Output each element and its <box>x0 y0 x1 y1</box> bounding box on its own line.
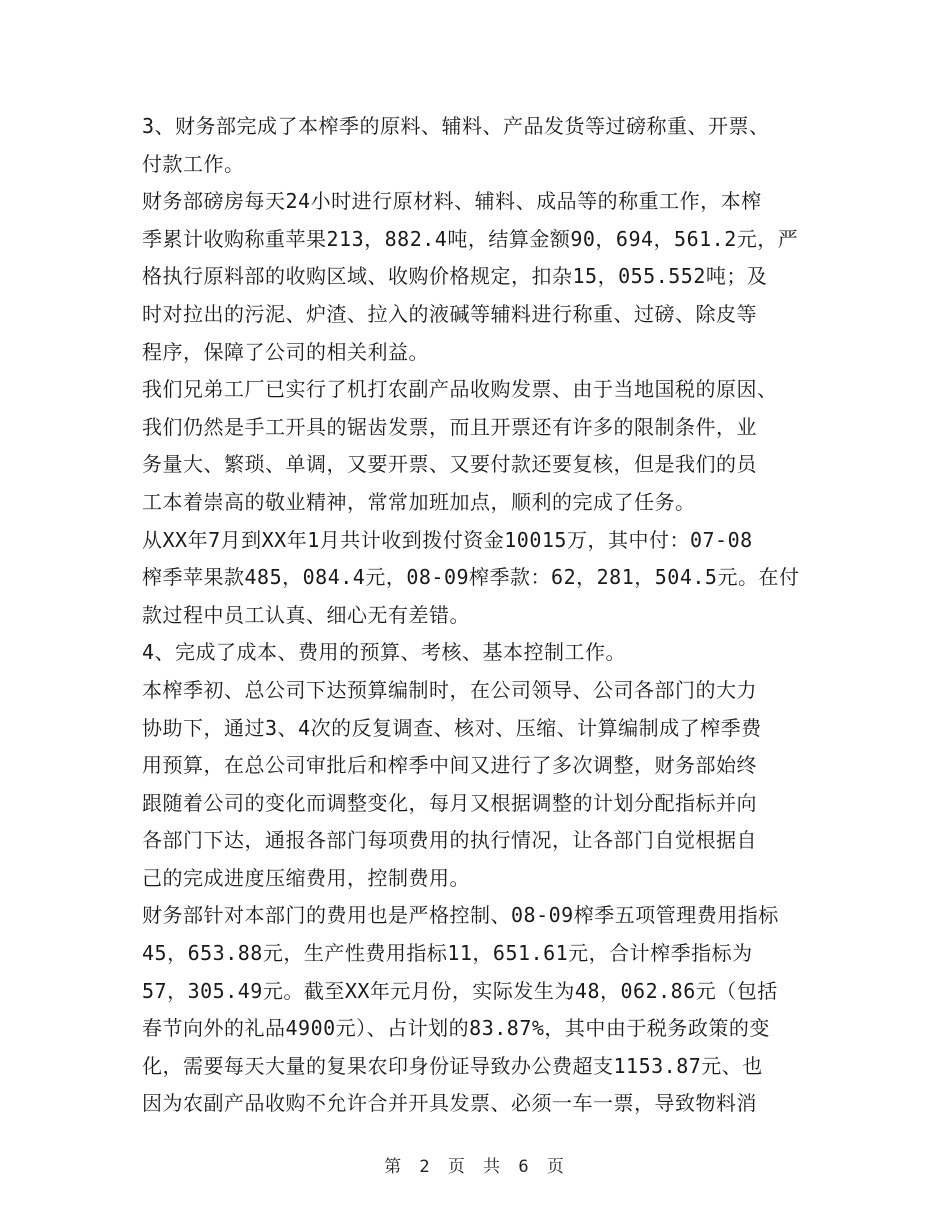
text-line: 用预算，在总公司审批后和榨季中间又进行了多次调整，财务部始终 <box>142 753 757 778</box>
text-line: 格执行原料部的收购区域、收购价格规定，扣杂15，055.552吨；及 <box>142 264 768 289</box>
text-line: 57，305.49元。截至XX年元月份，实际发生为48，062.86元（包括 <box>142 978 778 1003</box>
text-line: 协助下，通过3、4次的反复调查、核对、压缩、计算编制成了榨季费 <box>142 715 762 740</box>
text-line: 跟随着公司的变化而调整变化，每月又根据调整的计划分配指标并向 <box>142 790 757 815</box>
text-line: 我们兄弟工厂已实行了机打农副产品收购发票、由于当地国税的原因、 <box>142 377 778 402</box>
text-line: 各部门下达，通报各部门每项费用的执行情况，让各部门自觉根据自 <box>142 828 757 853</box>
text-line: 财务部磅房每天24小时进行原材料、辅料、成品等的称重工作，本榨 <box>142 189 762 214</box>
text-line: 我们仍然是手工开具的锯齿发票，而且开票还有许多的限制条件，业 <box>142 414 757 439</box>
text-line: 程序，保障了公司的相关利益。 <box>142 339 429 364</box>
page-number-footer: 第 2 页 共 6 页 <box>384 1157 566 1177</box>
text-line: 榨季苹果款485，084.4元，08-09榨季款：62，281，504.5元。在付 <box>142 565 800 590</box>
text-line: 4、完成了成本、费用的预算、考核、基本控制工作。 <box>142 640 627 665</box>
text-line: 季累计收购称重苹果213，882.4吨，结算金额90，694，561.2元，严 <box>142 226 799 251</box>
text-line: 45，653.88元，生产性费用指标11，651.61元，合计榨季指标为 <box>142 941 753 966</box>
text-line: 因为农副产品收购不允许合并开具发票、必须一车一票，导致物料消 <box>142 1091 757 1116</box>
text-line: 从XX年7月到XX年1月共计收到拨付资金10015万，其中付：07-08 <box>142 527 753 552</box>
text-line: 春节向外的礼品4900元）、占计划的83.87%，其中由于税务政策的变 <box>142 1016 770 1041</box>
document-body <box>142 108 814 1123</box>
text-line: 化，需要每天大量的复果农印身份证导致办公费超支1153.87元、也 <box>142 1053 763 1078</box>
text-line: 财务部针对本部门的费用也是严格控制、08-09榨季五项管理费用指标 <box>142 903 779 928</box>
text-line: 本榨季初、总公司下达预算编制时，在公司领导、公司各部门的大力 <box>142 677 757 702</box>
text-line: 工本着崇高的敬业精神，常常加班加点，顺利的完成了任务。 <box>142 489 696 514</box>
text-line: 3、财务部完成了本榨季的原料、辅料、产品发货等过磅称重、开票、 <box>142 114 770 138</box>
text-line: 款过程中员工认真、细心无有差错。 <box>142 602 470 627</box>
text-line: 己的完成进度压缩费用，控制费用。 <box>142 865 470 890</box>
text-line: 务量大、繁琐、单调，又要开票、又要付款还要复核，但是我们的员 <box>142 452 757 477</box>
text-line: 付款工作。 <box>142 151 245 176</box>
text-line: 时对拉出的污泥、炉渣、拉入的液碱等辅料进行称重、过磅、除皮等 <box>142 301 757 326</box>
